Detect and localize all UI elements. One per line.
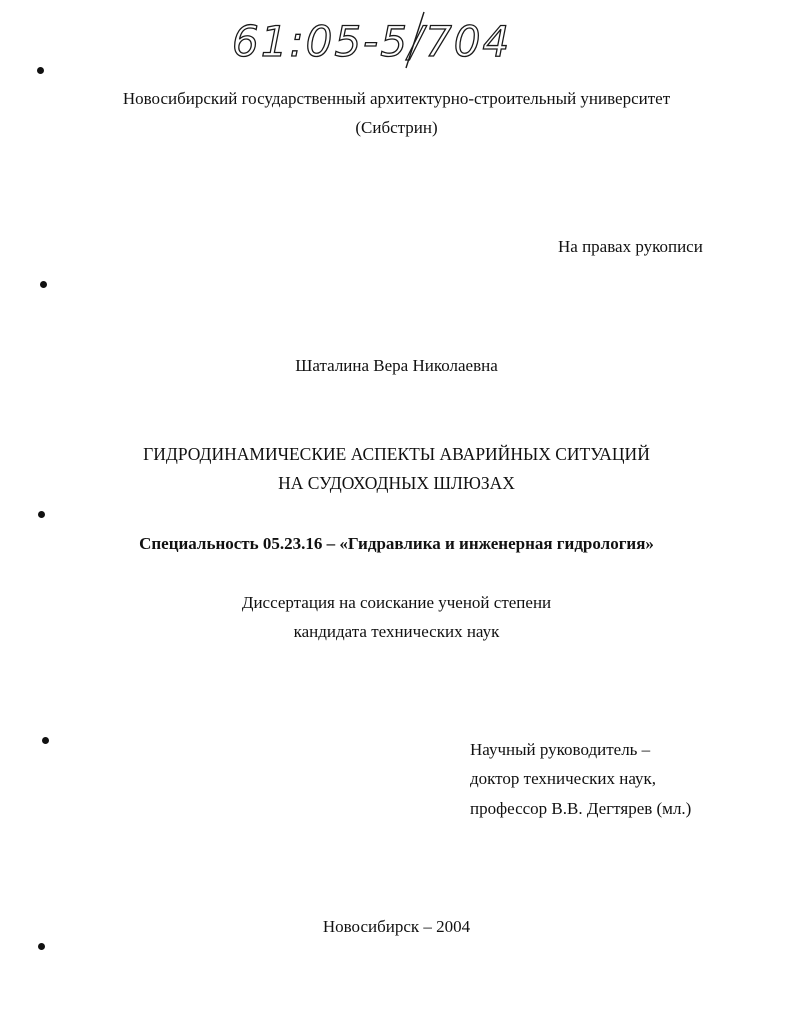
- specialty: Специальность 05.23.16 – «Гидравлика и инженерная гидрология»: [139, 534, 654, 553]
- binding-dot: [38, 511, 45, 518]
- university-name: Новосибирский государственный архитектурно-строительный университет: [122, 89, 671, 108]
- binding-dot: [38, 943, 45, 950]
- supervisor-line2: доктор технических наук,: [470, 769, 657, 788]
- author-name: Шаталина Вера Николаевна: [295, 356, 498, 375]
- binding-dot: [37, 67, 44, 74]
- binding-dot: [42, 737, 49, 744]
- handwritten-archive-number: [228, 8, 538, 70]
- archive-number-text: 61:05-5/704: [232, 17, 512, 66]
- university-short-name: (Сибстрин): [355, 118, 438, 137]
- dissertation-title-line2: НА СУДОХОДНЫХ ШЛЮЗАХ: [278, 473, 515, 493]
- binding-dot: [40, 281, 47, 288]
- manuscript-note: На правах рукописи: [558, 237, 703, 256]
- degree-line1: Диссертация на соискание ученой степени: [241, 593, 552, 612]
- place-year: Новосибирск – 2004: [322, 917, 471, 936]
- supervisor-line3: профессор В.В. Дегтярев (мл.): [470, 799, 692, 818]
- dissertation-title-line1: ГИДРОДИНАМИЧЕСКИЕ АСПЕКТЫ АВАРИЙНЫХ СИТУАЦИЙ: [143, 444, 650, 464]
- degree-line2: кандидата технических наук: [293, 622, 500, 641]
- supervisor-line1: Научный руководитель –: [470, 740, 651, 759]
